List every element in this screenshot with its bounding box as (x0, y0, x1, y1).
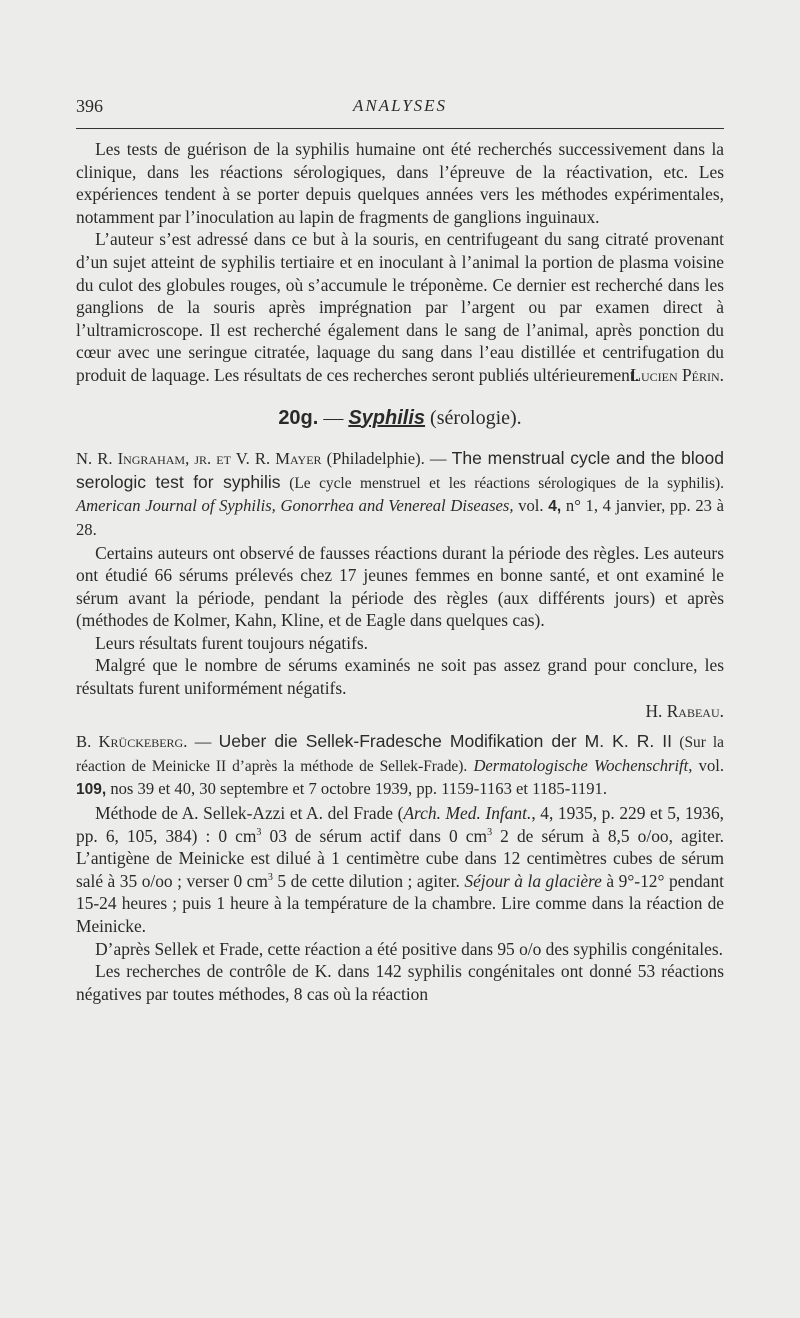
text-run: à 9°-12° pendant 15-24 heures ; puis 1 heure à la température de la chambre. Lire comme dans la réaction de Meinicke. (76, 870, 724, 936)
journal-citation: Arch. Med. Infant. (403, 803, 532, 824)
reference-title: The menstrual cycle and the blood serologic test for syphilis (76, 448, 724, 492)
reference-dash: — (194, 732, 212, 752)
reference-authors: N. R. Ingraham, jr. et V. R. Mayer (76, 449, 322, 469)
reference-place: (Philadelphie). — (326, 449, 447, 469)
section-number: 20g. (278, 406, 319, 429)
reference-vol-label: vol. (698, 755, 725, 775)
emphasis: Séjour à la glacière (464, 870, 602, 891)
paragraph (76, 802, 724, 938)
text-run: 03 de sérum actif dans 0 cm (261, 825, 488, 846)
reference-entry (76, 447, 724, 541)
paragraph: Malgré que le nombre de sérums examinés ne soit pas assez grand pour conclure, les résultats furent uniformément négatifs. (76, 655, 724, 699)
superscript: 3 (256, 826, 262, 838)
section-suffix: (sérologie). (430, 406, 522, 429)
paragraph: Les tests de guérison de la syphilis humaine ont été recherchés successivement dans la clinique, dans les réactions sérologiques, dans l’épreuve de la réactivation, etc. Les expériences tendent à se porter depuis quelques années vers les méthodes expérimentales, notamment par l’inoculation au lapin de fragments de ganglions inguinaux. (76, 139, 724, 227)
reference-volume: 109, (76, 781, 107, 799)
paragraph: D’après Sellek et Frade, cette réaction a été positive dans 95 o/o des syphilis congénitales. (95, 938, 723, 959)
reference-journal: Dermatologische Wochenschrift, (473, 755, 693, 775)
reference-details: n° 1, 4 janvier, pp. 23 à 28. (76, 496, 724, 539)
text-run: , 4, 1935, p. 229 et 5, 1936, pp. 6, 105, 384) : 0 cm (76, 803, 724, 846)
reference-title: Ueber die Sellek-Fradesche Modifikation der M. K. R. II (218, 731, 672, 752)
page-content (76, 0, 724, 1318)
author-signature: Lucien Périn. (630, 364, 724, 385)
reference-journal: American Journal of Syphilis, Gonorrhea and Venereal Diseases, (76, 496, 514, 516)
section-heading (76, 407, 724, 430)
reference-vol-label: vol. (518, 496, 544, 516)
author-signature: H. Rabeau. (645, 700, 724, 721)
superscript: 3 (487, 826, 493, 838)
article-body (76, 138, 724, 1005)
reference-authors: B. Krückeberg. (76, 732, 188, 752)
paragraph: L’auteur s’est adressé dans ce but à la souris, en centrifugeant du sang citraté provenant d’un sujet atteint de syphilis tertiaire et en inoculant à l’animal la portion de plasma voisine du culot des globules rouges, où s’accumule le tréponème. Ce dernier est recherché dans les ganglions de la souris après imprégnation par l’argent ou par examen direct à l’ultramicroscope. Il est recherché également dans le sang de l’animal, après ponction du cœur avec une seringue citratée, laquage du sang dans l’eau distillée et centrifugation du produit de laquage. Les résultats de ces recherches seront publiés ultérieurement. (76, 229, 724, 385)
section-dash: — (323, 406, 344, 429)
reference-translation: (Sur la réaction de Meinicke II d’après la méthode de Sellek-Frade). (76, 734, 724, 775)
running-head (76, 96, 724, 120)
paragraph: Les recherches de contrôle de K. dans 142 syphilis congénitales ont donné 53 réactions négatives par toutes méthodes, 8 cas où la réaction (76, 961, 724, 1004)
reference-volume: 4, (548, 498, 562, 516)
spacer (76, 722, 724, 730)
paragraph: Certains auteurs ont observé de fausses réactions durant la période des règles. Les auteurs ont étudié 66 sérums prélevés chez 17 jeunes femmes en bonne santé, et ont examiné le sérum avant la période, pendant la période des règles (aux différents jours) et après (méthodes de Kolmer, Kahn, Kline, et de Eagle dans quelques cas). (76, 542, 724, 631)
reference-entry (76, 730, 724, 802)
text-run: 2 de sérum à 8,5 o/oo, agiter. L’antigène de Meinicke est dilué à 1 centimètre cube dans 12 centimètres cubes de sérum salé à 35 o/oo ; verser 0 cm (76, 825, 724, 891)
text-run: 5 de cette dilution ; agiter. (272, 870, 465, 891)
reference-details: nos 39 et 40, 30 septembre et 7 octobre 1939, pp. 1159-1163 et 1185-1191. (110, 779, 607, 799)
running-title: ANALYSES (352, 96, 448, 115)
reference-translation: (Le cycle menstruel et les réactions sérologiques de la syphilis). (289, 474, 724, 492)
section-topic: Syphilis (348, 406, 426, 429)
superscript: 3 (267, 872, 273, 884)
paragraph: Leurs résultats furent toujours négatifs. (95, 632, 368, 653)
page-number: 396 (76, 96, 103, 116)
header-rule (76, 128, 724, 129)
text-run: Méthode de A. Sellek-Azzi et A. del Frade ( (95, 803, 404, 824)
